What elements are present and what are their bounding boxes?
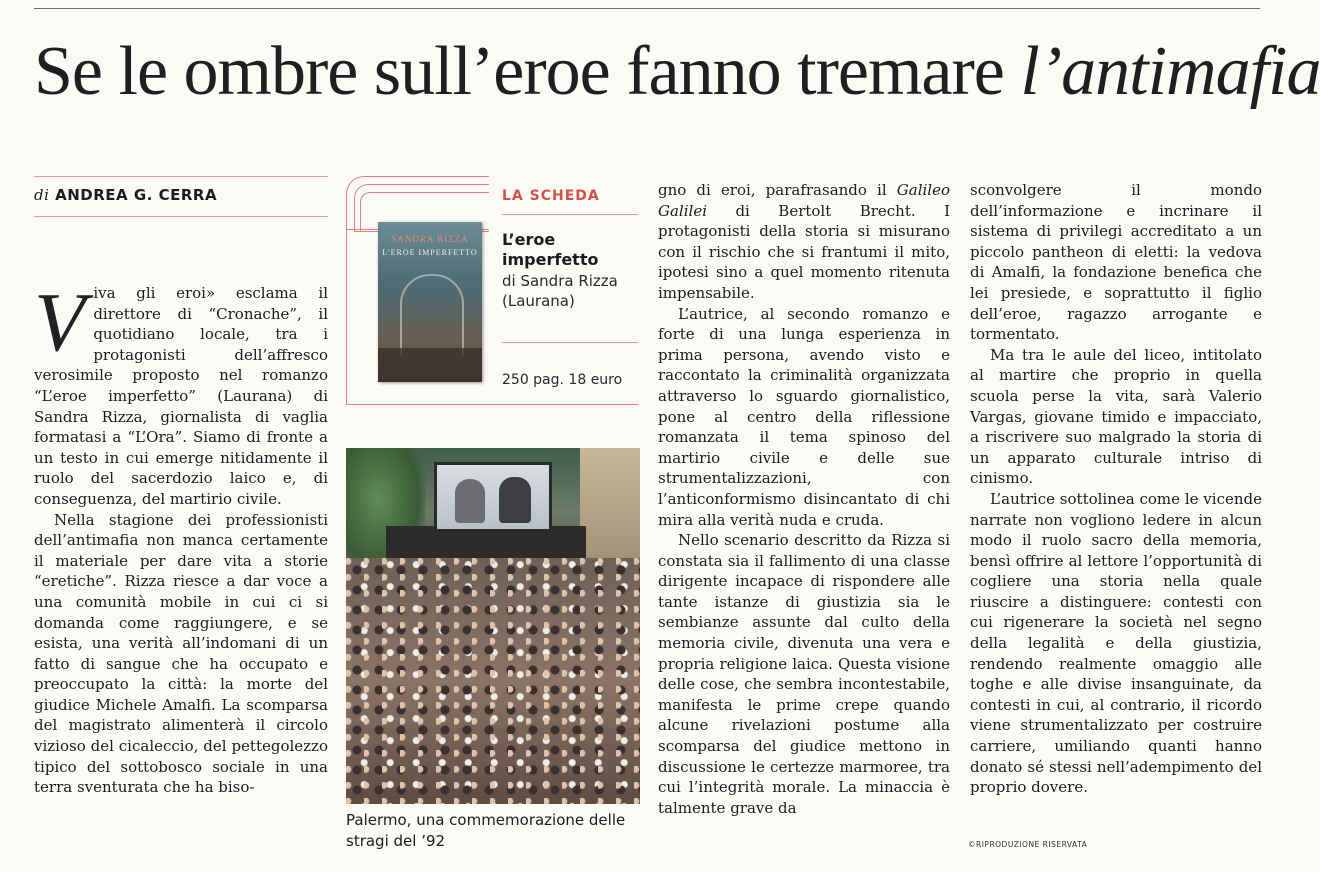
cover-arch bbox=[400, 274, 464, 356]
cover-title: L'EROE IMPERFETTO bbox=[382, 248, 478, 257]
copyright-notice: ©RIPRODUZIONE RISERVATA bbox=[968, 840, 1088, 849]
photo-caption: Palermo, una commemorazione delle stragi del ’92 bbox=[346, 811, 626, 850]
article-column-3 bbox=[658, 180, 950, 818]
paragraph-text: di Bertolt Brecht. I protagonisti della storia si misurano con il rischio che si frantumi il mito, ipotesi sino a quel momento ritenuta impensabile. bbox=[658, 201, 950, 302]
paragraph-text: iva gli eroi» esclama il direttore di “Cronache”, il quotidiano locale, tra i protagonisti dell’affresco verosimile proposto nel romanzo “L’eroe imperfetto” (Laurana) di Sandra Rizza, giornalista di vaglia formatasi a “L’Ora”. Siamo di fronte a un testo in cui emerge nitidamente il ruolo del sacerdozio laico e, di conseguenza, del martirio civile. bbox=[34, 284, 328, 508]
byline-author: ANDREA G. CERRA bbox=[55, 186, 218, 204]
photo-person-right bbox=[499, 477, 531, 523]
commemoration-photo bbox=[346, 448, 640, 804]
cover-floor bbox=[378, 348, 482, 382]
byline-rule-top bbox=[34, 176, 328, 177]
book-card-bottom-edge bbox=[346, 404, 638, 405]
cover-author: SANDRA RIZZA bbox=[391, 234, 469, 244]
book-details-rule bbox=[502, 342, 638, 343]
paragraph: Nello scenario descritto da Rizza si constata sia il fallimento di una classe dirigente incapace di rispondere alle tante istanze di giustizia sia le sembianze assunte dal culto della memoria civile, divenuta una vera e propria religione laica. Questa visione delle cose, che sembra incontestabile, manifesta le prime crepe quando alcune rivelazioni postume alla scomparsa del giudice mettono in discussione le certezze marmoree, tra cui l’integrità morale. La minaccia è talmente grave da bbox=[658, 531, 950, 817]
byline-prefix: di bbox=[34, 186, 50, 204]
photo-screen bbox=[434, 462, 552, 532]
paragraph: Nella stagione dei professionisti dell’antimafia non manca certamente il materiale per dare vita a storie “eretiche”. Rizza riesce a dar voce a una comunità mobile in cui ci si domanda come raggiungere, e se esista, una verità all’indomani di un fatto di sangue che ha occupato e preoccupato la città: la morte del giudice Michele Amalfi. La scomparsa del magistrato alimenterà il circolo vizioso del cicaleccio, del pettegolezzo tipico del sottobosco sociale in una terra sventurata che ha biso- bbox=[34, 510, 328, 797]
book-author: di Sandra Rizza (Laurana) bbox=[502, 272, 618, 310]
headline bbox=[34, 30, 1320, 114]
photo-building bbox=[580, 448, 640, 558]
paragraph bbox=[658, 180, 950, 304]
book-title: L’eroe imperfetto bbox=[502, 230, 599, 269]
paragraph: sconvolgere il mondo dell’informazione e incrinare il sistema di privilegi accreditato a un piccolo pantheon di eletti: la vedova di Amalfi, la fondazione benefica che lei presiede, e soprattutto il figlio dell’eroe, ragazzo arrogante e tormentato. bbox=[970, 181, 1262, 344]
article-column-4 bbox=[970, 180, 1262, 798]
byline bbox=[34, 186, 217, 204]
headline-italic: l’antimafia bbox=[1020, 33, 1320, 110]
scheda-rule bbox=[502, 214, 638, 215]
byline-rule-bottom bbox=[34, 216, 328, 217]
headline-roman: Se le ombre sull’eroe fanno tremare bbox=[34, 33, 1021, 110]
top-rule bbox=[34, 8, 1260, 9]
paragraph: L’autrice, al secondo romanzo e forte di una lunga esperienza in prima persona, avendo visto e raccontato la criminalità organizzata attraverso lo sguardo giornalistico, pone al centro della riflessione romanzata il tema spinoso del martirio civile e delle sue strumentalizzazioni, con l’anticonformismo disincantato di chi mira alla verità nuda e cruda. bbox=[658, 304, 950, 529]
photo-crowd bbox=[346, 558, 640, 804]
book-details: 250 pag. 18 euro bbox=[502, 372, 623, 388]
paragraph-italic: Galileo Galilei bbox=[658, 181, 950, 220]
paragraph: Ma tra le aule del liceo, intitolato al martire che proprio in quella scuola perse la vita, sarà Valerio Vargas, giovane timido e impacciato, a riscrivere suo malgrado la storia di un apparato culturale intriso di cinismo. bbox=[970, 345, 1262, 488]
drop-cap: V bbox=[34, 276, 86, 369]
book-card-left-edge bbox=[346, 226, 347, 404]
paragraph-text: gno di eroi, parafrasando il bbox=[658, 181, 897, 199]
paragraph bbox=[34, 276, 328, 510]
paragraph: L’autrice sottolinea come le vicende narrate non vogliono ledere in alcun modo il ruolo sacro della memoria, bensì offrire al lettore l’opportunità di cogliere una storia nella quale riuscire a distinguere: contesti con cui rigenerare la società nel segno della legalità e della giustizia, rendendo realmente omaggio alle toghe e alle divise insanguinate, da contesti in cui, al contrario, il ricordo viene strumentalizzato per costruire carriere, umiliando quanti hanno donato sé stessi nell’adempimento del proprio dovere. bbox=[970, 489, 1262, 797]
article-column-1 bbox=[34, 276, 328, 798]
book-cover-image bbox=[378, 222, 482, 382]
scheda-label: LA SCHEDA bbox=[502, 188, 600, 204]
photo-person-left bbox=[455, 479, 485, 523]
